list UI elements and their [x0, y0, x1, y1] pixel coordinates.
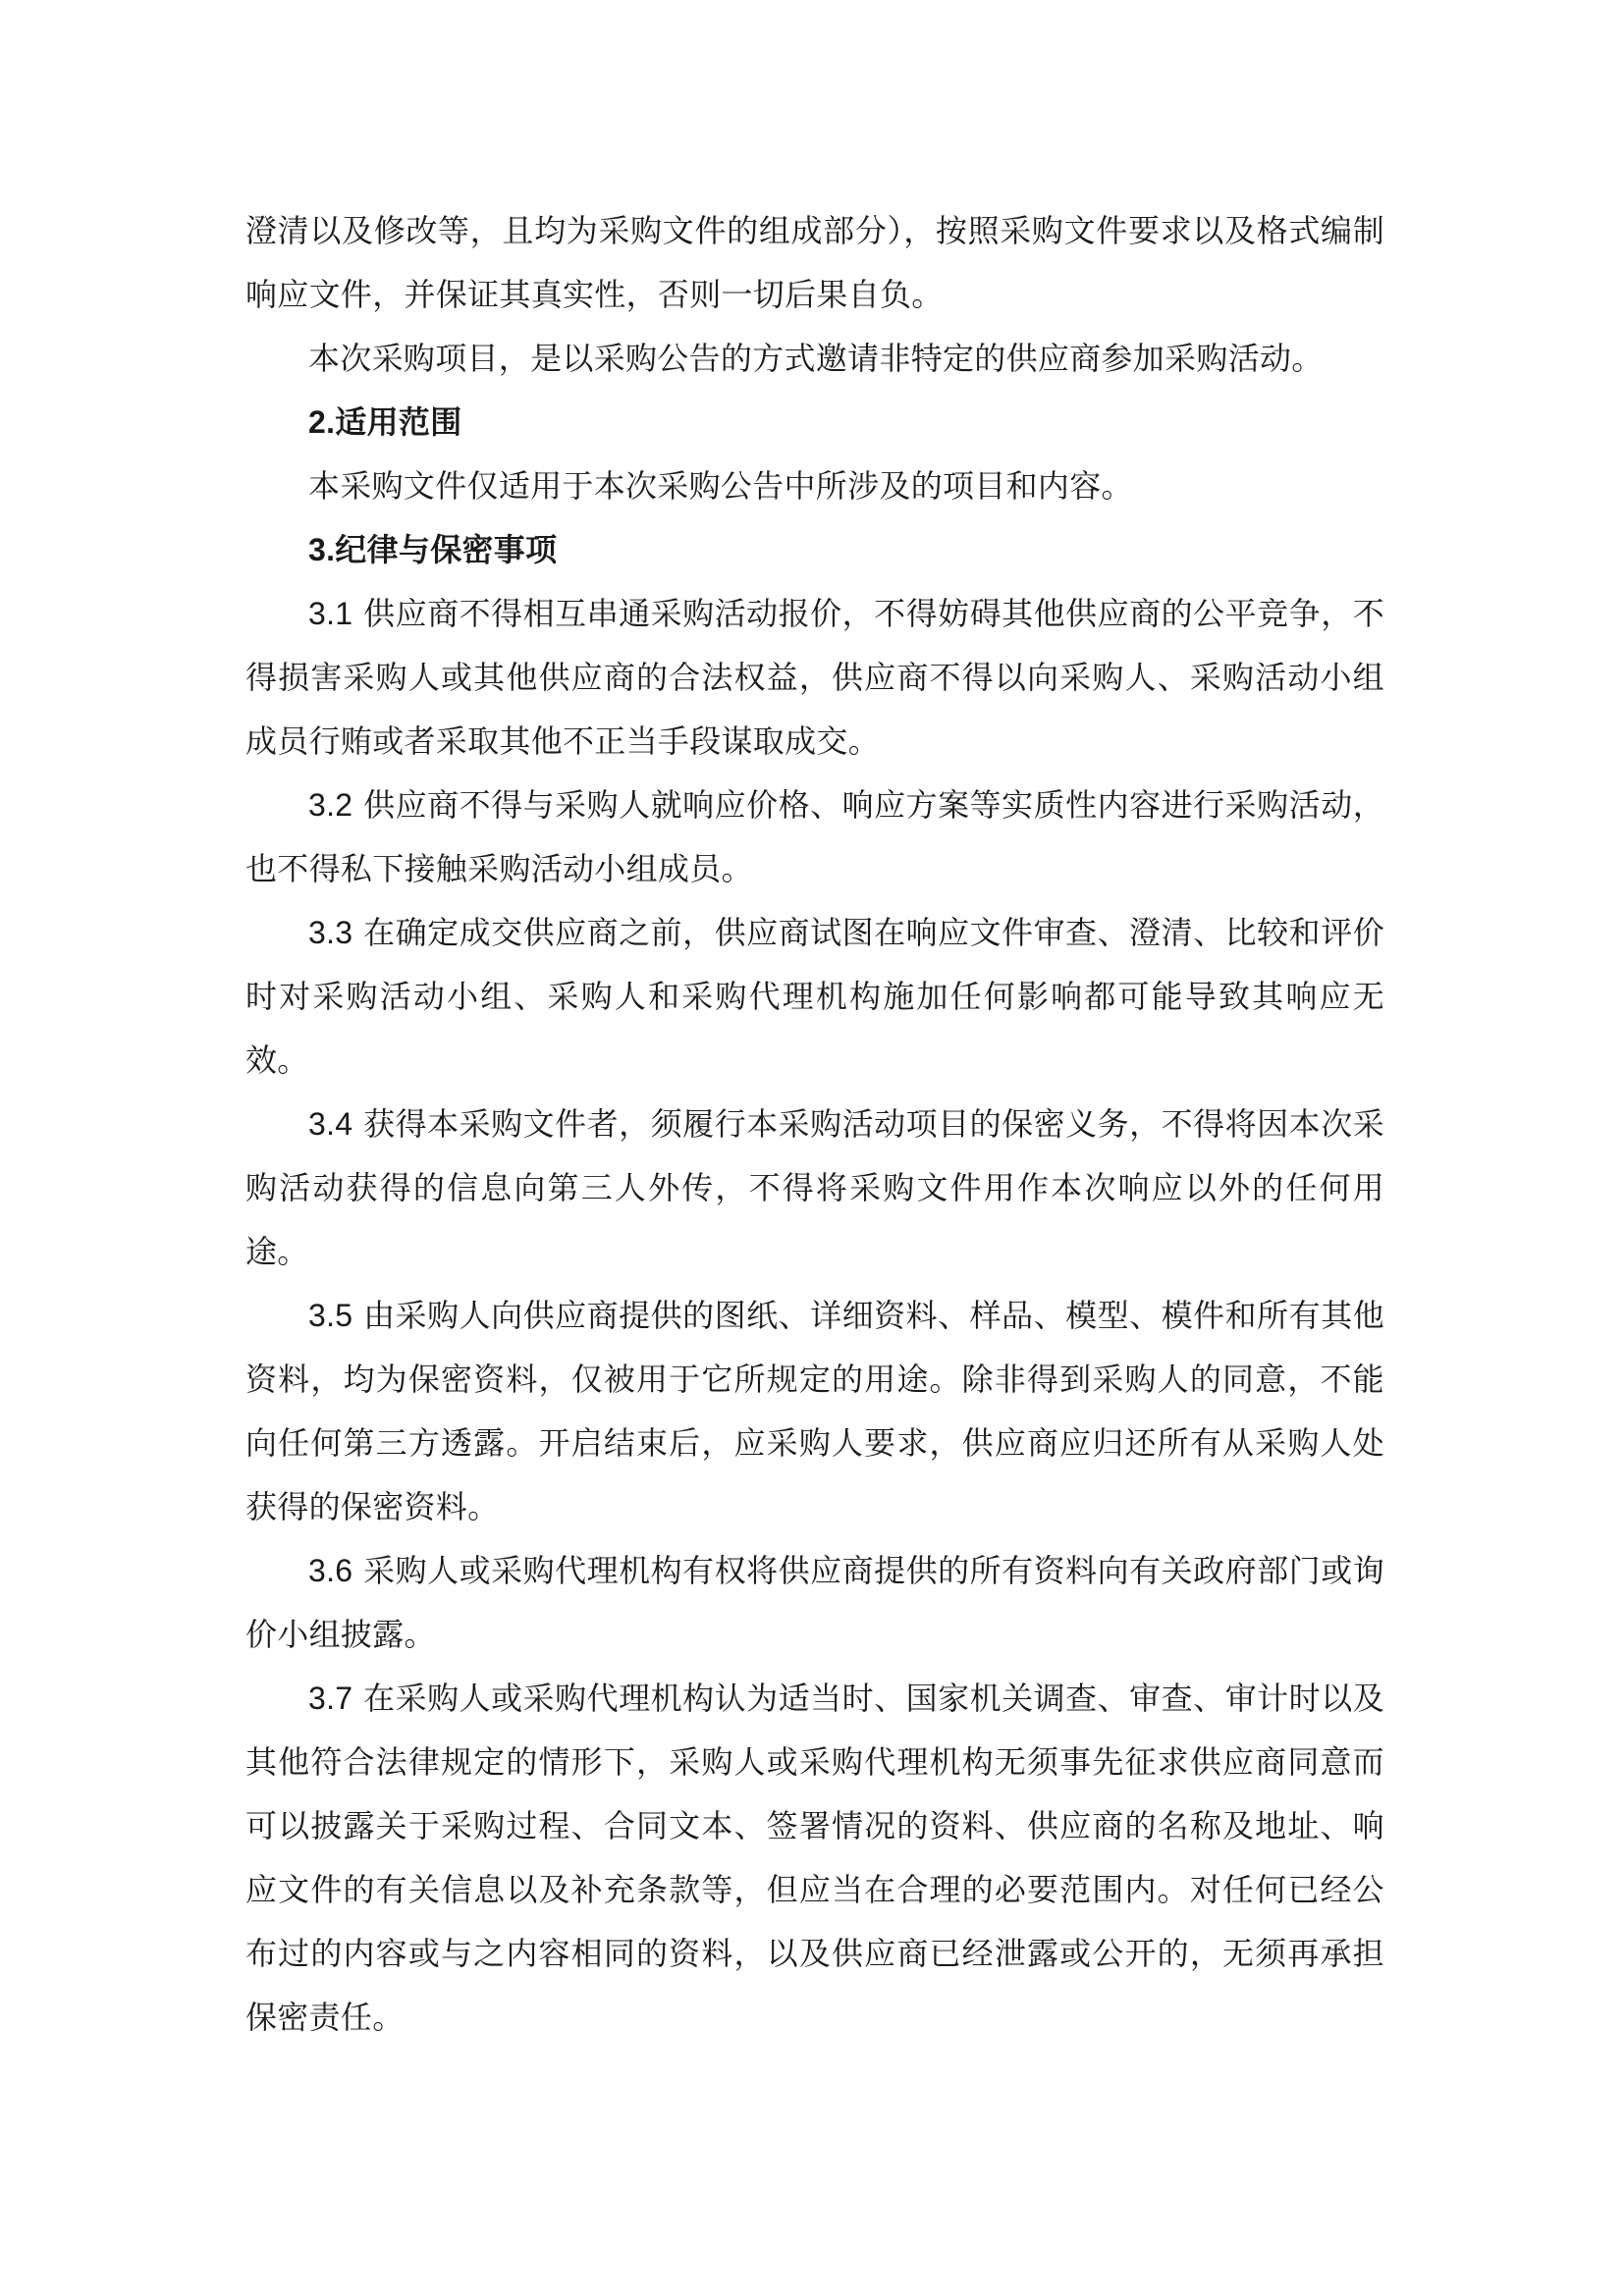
paragraph-text: 本采购文件仅适用于本次采购公告中所涉及的项目和内容。 [308, 467, 1133, 505]
section-title: 纪律与保密事项 [335, 531, 558, 568]
clause-3-4 [245, 1093, 1384, 1284]
section-number: 2. [308, 404, 336, 440]
clause-3-7 [245, 1667, 1384, 2050]
clause-text: 获得本采购文件者，须履行本采购活动项目的保密义务，不得将因本次采购活动获得的信息向第三人外传，不得将采购文件用作本次响应以外的任何用途。 [245, 1105, 1384, 1270]
clause-number: 3.2 [308, 787, 353, 823]
clause-text: 在采购人或采购代理机构认为适当时、国家机关调查、审查、审计时以及其他符合法律规定的情形下，采购人或采购代理机构无须事先征求供应商同意而可以披露关于采购过程、合同文本、签署情况的资料、供应商的名称及地址、响应文件的有关信息以及补充条款等，但应当在合理的必要范围内。对任何已经公布过的内容或与之内容相同的资料，以及供应商已经泄露或公开的，无须再承担保密责任。 [245, 1680, 1384, 2036]
clause-3-3 [245, 901, 1384, 1093]
clause-text: 在确定成交供应商之前，供应商试图在响应文件审查、澄清、比较和评价时对采购活动小组、采购人和采购代理机构施加任何影响都可能导致其响应无效。 [245, 914, 1384, 1079]
paragraph-text: 本次采购项目，是以采购公告的方式邀请非特定的供应商参加采购活动。 [308, 340, 1324, 377]
clause-3-2 [245, 774, 1384, 901]
clause-number: 3.6 [308, 1553, 353, 1588]
clause-number: 3.7 [308, 1681, 353, 1716]
paragraph-continuation [245, 199, 1384, 327]
clause-number: 3.3 [308, 915, 353, 950]
section-number: 3. [308, 532, 336, 567]
paragraph-text: 澄清以及修改等，且均为采购文件的组成部分），按照采购文件要求以及格式编制响应文件，并保证其真实性，否则一切后果自负。 [245, 212, 1384, 313]
document-page [245, 199, 1384, 2050]
clause-text: 供应商不得与采购人就响应价格、响应方案等实质性内容进行采购活动，也不得私下接触采购活动小组成员。 [245, 786, 1384, 887]
paragraph-scope [245, 454, 1384, 518]
paragraph-procurement-method [245, 327, 1384, 391]
clause-text: 由采购人向供应商提供的图纸、详细资料、样品、模型、模件和所有其他资料，均为保密资料，仅被用于它所规定的用途。除非得到采购人的同意，不能向任何第三方透露。开启结束后，应采购人要求，供应商应归还所有从采购人处获得的保密资料。 [245, 1297, 1384, 1525]
clause-3-5 [245, 1284, 1384, 1539]
section-heading-scope [245, 391, 1384, 454]
clause-number: 3.1 [308, 596, 353, 631]
clause-number: 3.5 [308, 1298, 353, 1333]
clause-text: 供应商不得相互串通采购活动报价，不得妨碍其他供应商的公平竞争，不得损害采购人或其他供应商的合法权益，供应商不得以向采购人、采购活动小组成员行贿或者采取其他不正当手段谋取成交。 [245, 595, 1384, 760]
clause-number: 3.4 [308, 1106, 353, 1142]
clause-text: 采购人或采购代理机构有权将供应商提供的所有资料向有关政府部门或询价小组披露。 [245, 1552, 1384, 1653]
section-title: 适用范围 [335, 403, 462, 441]
section-heading-discipline [245, 518, 1384, 582]
clause-3-1 [245, 582, 1384, 774]
clause-3-6 [245, 1539, 1384, 1667]
